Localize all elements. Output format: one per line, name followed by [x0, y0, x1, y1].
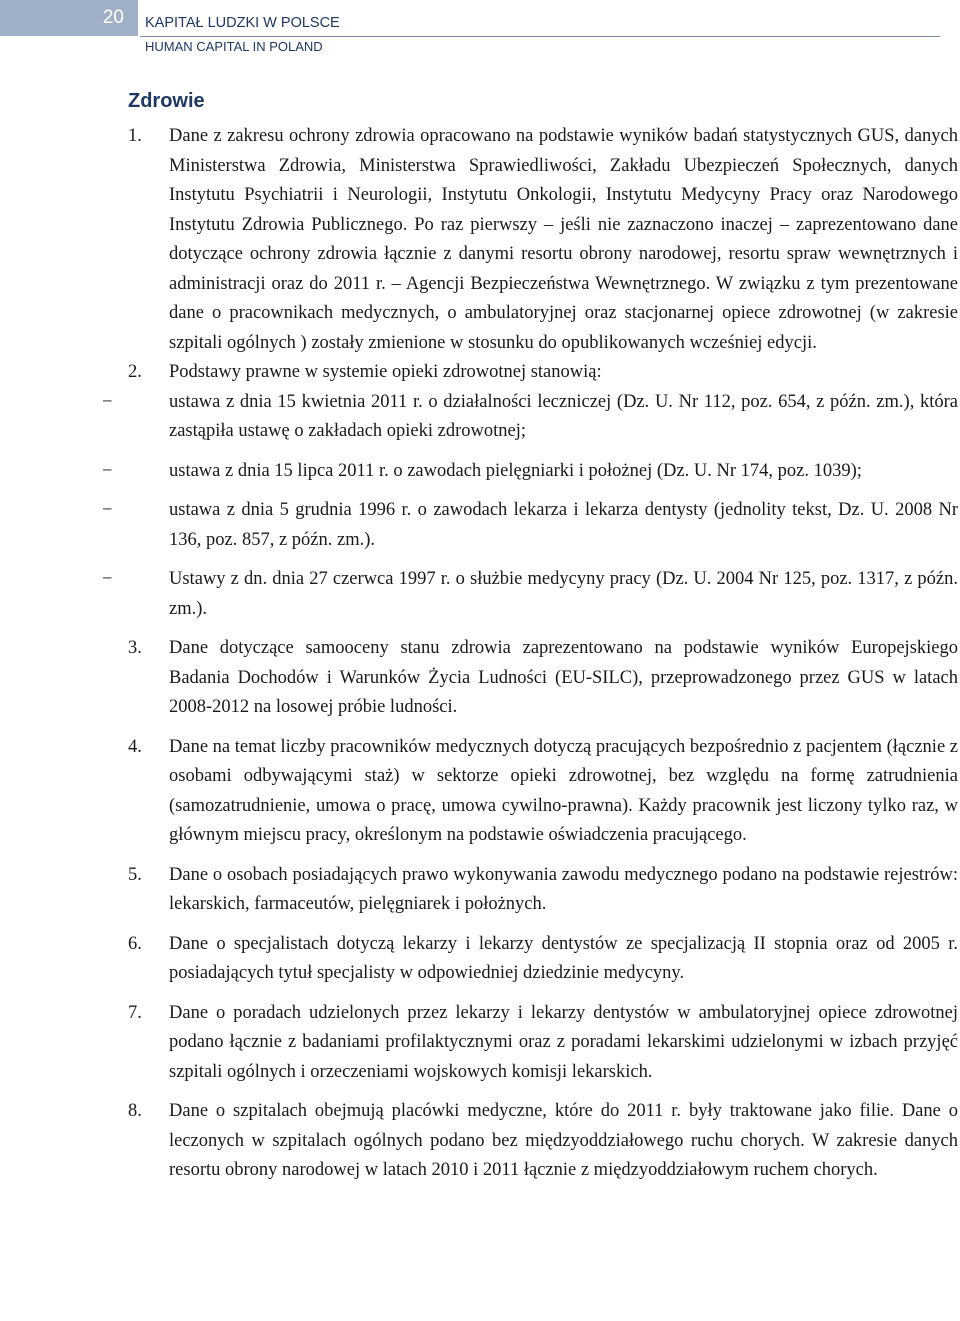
- note-text: Dane o specjalistach dotyczą lekarzy i lekarzy dentystów ze specjalizacją II stopnia oraz od 2005 r. posiadających tytuł specjalisty w odpowiedniej dziedzinie medycyny.: [169, 933, 958, 983]
- page-number: 20: [102, 7, 124, 28]
- legal-basis-text: ustawa z dnia 15 lipca 2011 r. o zawodach pielęgniarki i położnej (Dz. U. Nr 174, poz. 1039);: [169, 460, 862, 481]
- legal-basis-item: [102, 565, 958, 624]
- note-text: Dane na temat liczby pracowników medycznych dotyczą pracujących bezpośrednio z pacjentem (łącznie z osobami odbywającymi staż) w sektorze opieki zdrowotnej, bez względu na formę zatrudnienia (samozatrudnienie, umowa o pracę, umowa cywilno-prawna). Każdy pracownik jest liczony tylko raz, w głównym miejscu pracy, określonym na podstawie oświadczenia pracującego.: [169, 736, 958, 845]
- note-item-4: [128, 733, 958, 851]
- dash-bullet: −: [102, 569, 113, 589]
- dash-bullet: −: [102, 460, 113, 481]
- note-item-7: [128, 999, 958, 1088]
- section-title: Zdrowie: [128, 90, 205, 112]
- note-text: Dane z zakresu ochrony zdrowia opracowano na podstawie wyników badań statystycznych GUS, danych Ministerstwa Zdrowia, Ministerstwa Sprawiedliwości, Zakładu Ubezpieczeń Społecznych, danych Instytutu Psychiatrii i Neurologii, Instytutu Onkologii, Instytutu Medycyny Pracy oraz Narodowego Instytutu Zdrowia Publicznego. Po raz pierwszy – jeśli nie zaznaczono inaczej – zaprezentowano dane dotyczące ochrony zdrowia łącznie z danymi resortu obrony narodowej, resortu spraw wewnętrznych i administracji oraz do 2011 r. – Agencji Bezpieczeństwa Wewnętrznego. W związku z tym prezentowane dane o pracownikach medycznych, o ambulatoryjnej oraz stacjonarnej opiece zdrowotnej (w zakresie szpitali ogólnych ) zostały zmienione w stosunku do opublikowanych wcześniej edycji.: [169, 126, 958, 353]
- note-item-1: [128, 122, 958, 358]
- note-text: Podstawy prawne w systemie opieki zdrowotnej stanowią:: [169, 362, 602, 382]
- page-header: [0, 0, 960, 60]
- note-item-2: [128, 358, 958, 388]
- note-number: 2.: [128, 362, 142, 382]
- note-text: Dane o szpitalach obejmują placówki medyczne, które do 2011 r. były traktowane jako filie. Dane o leczonych w szpitalach ogólnych podano bez międzyoddziałowego ruchu chorych. W zakresie danych resortu obrony narodowej w latach 2010 i 2011 łącznie z międzyoddziałowym ruchem chorych.: [169, 1101, 958, 1180]
- note-text: Dane o osobach posiadających prawo wykonywania zawodu medycznego podano na podstawie rejestrów: lekarskich, farmaceutów, pielęgniarek i położnych.: [169, 864, 958, 914]
- legal-basis-text: ustawa z dnia 15 kwietnia 2011 r. o działalności leczniczej (Dz. U. Nr 112, poz. 654, z późn. zm.), która zastąpiła ustawę o zakładach opieki zdrowotnej;: [169, 391, 958, 441]
- notes-body: [102, 122, 958, 1186]
- legal-basis-text: Ustawy z dn. dnia 27 czerwca 1997 r. o służbie medycyny pracy (Dz. U. 2004 Nr 125, poz. 1317, z późn. zm.).: [169, 569, 958, 619]
- note-number: 6.: [128, 933, 142, 954]
- note-item-3: [128, 634, 958, 723]
- header-subtitle: HUMAN CAPITAL IN POLAND: [145, 39, 323, 54]
- legal-basis-item: [102, 457, 958, 487]
- note-item-6: [128, 930, 958, 989]
- page-number-badge: [0, 0, 138, 36]
- legal-basis-text: ustawa z dnia 5 grudnia 1996 r. o zawodach lekarza i lekarza dentysty (jednolity tekst, Dz. U. 2008 Nr 136, poz. 857, z późn. zm.).: [169, 500, 958, 550]
- legal-basis-item: [102, 496, 958, 555]
- note-number: 4.: [128, 736, 142, 757]
- note-text: Dane o poradach udzielonych przez lekarzy i lekarzy dentystów w ambulatoryjnej opiece zdrowotnej podano łącznie z badaniami profilaktycznymi oraz z poradami lekarskimi udzielonymi w izbach przyjęć szpitali ogólnych i orzeczeniami wojskowych komisji lekarskich.: [169, 1002, 958, 1082]
- note-number: 8.: [128, 1101, 142, 1121]
- note-number: 7.: [128, 1002, 142, 1023]
- header-rule: [140, 36, 940, 37]
- dash-bullet: −: [102, 500, 113, 520]
- legal-basis-item: [102, 388, 958, 447]
- note-item-8: [128, 1097, 958, 1186]
- note-number: 5.: [128, 864, 142, 885]
- dash-bullet: −: [102, 391, 113, 412]
- header-title: KAPITAŁ LUDZKI W POLSCE: [145, 15, 340, 31]
- note-item-5: [128, 861, 958, 920]
- note-number: 3.: [128, 638, 142, 658]
- note-text: Dane dotyczące samooceny stanu zdrowia zaprezentowano na podstawie wyników Europejskiego Badania Dochodów i Warunków Życia Ludności (EU-SILC), przeprowadzonego przez GUS w latach 2008-2012 na losowej próbie ludności.: [169, 638, 958, 717]
- note-number: 1.: [128, 126, 142, 146]
